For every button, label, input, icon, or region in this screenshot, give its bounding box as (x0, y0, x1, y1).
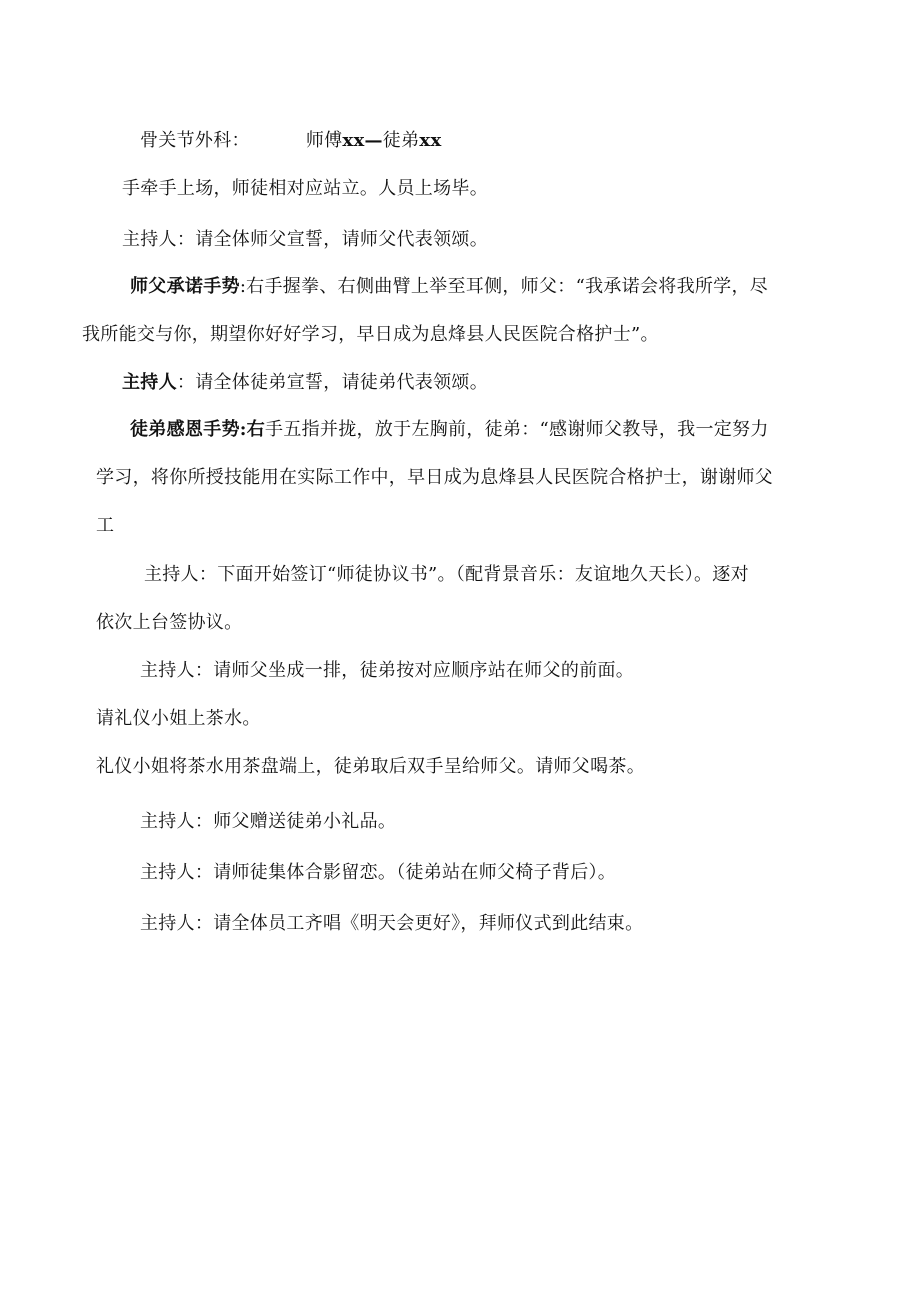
master-gesture-line1 (130, 276, 768, 298)
dept-pairing-line (140, 130, 441, 152)
seat-paragraph: 主持人：请师父坐成一排，徒弟按对应顺序站在师父的前面。 (140, 660, 635, 681)
pair-mid: 徒弟 (382, 130, 420, 151)
apprentice-gesture-line2: 学习，将你所授技能用在实际工作中，早日成为息烽县人民医院合格护士，谢谢师父 (96, 467, 774, 488)
tea-call-paragraph: 请礼仪小姐上茶水。 (96, 708, 261, 729)
sign-agreement-line2: 依次上台签协议。 (96, 612, 243, 633)
apprentice-gesture-text1: 手五指并拢，放于左胸前，徒弟：“感谢师父教导，我一定努力 (265, 419, 769, 440)
pair-prefix: 师傅 (305, 130, 343, 151)
host-oath-apprentices-text: ：请全体徒弟宣誓，请徒弟代表领颂。 (176, 372, 489, 393)
tea-serve-paragraph: 礼仪小姐将茶水用茶盘端上，徒弟取后双手呈给师父。请师父喝茶。 (96, 756, 645, 777)
dept-label: 骨关节外科： (140, 130, 250, 151)
apprentice-gesture-line3: 工 (96, 515, 115, 536)
master-gesture-label: 师父承诺手势 (130, 276, 240, 297)
closing-paragraph: 主持人：请全体员工齐唱《明天会更好》，拜师仪式到此结束。 (140, 913, 644, 934)
sign-agreement-line1: 主持人：下面开始签订“师徒协议书”。（配背景音乐：友谊地久天长）。逐对 (144, 564, 749, 585)
master-gesture-line2: 我所能交与你，期望你好好学习，早日成为息烽县人民医院合格护士”。 (82, 324, 659, 345)
apprentice-gesture-line1 (130, 419, 769, 441)
pair-master-name: xx— (342, 130, 383, 151)
apprentice-gesture-label: 徒弟感恩手势:右 (130, 419, 266, 440)
host-label: 主持人 (122, 372, 177, 393)
photo-paragraph: 主持人：请师徒集体合影留恋。（徒弟站在师父椅子背后）。 (140, 862, 617, 883)
gift-paragraph: 主持人：师父赠送徒弟小礼品。 (140, 811, 397, 832)
host-oath-masters: 主持人：请全体师父宣誓，请师父代表领颂。 (122, 229, 488, 250)
master-gesture-text1: :右手握拳、右侧曲臂上举至耳侧，师父：“我承诺会将我所学，尽 (239, 276, 769, 297)
host-oath-apprentices (122, 372, 488, 394)
pair-apprentice-name: xx (419, 130, 442, 151)
enter-paragraph: 手牵手上场，师徒相对应站立。人员上场毕。 (122, 178, 488, 199)
